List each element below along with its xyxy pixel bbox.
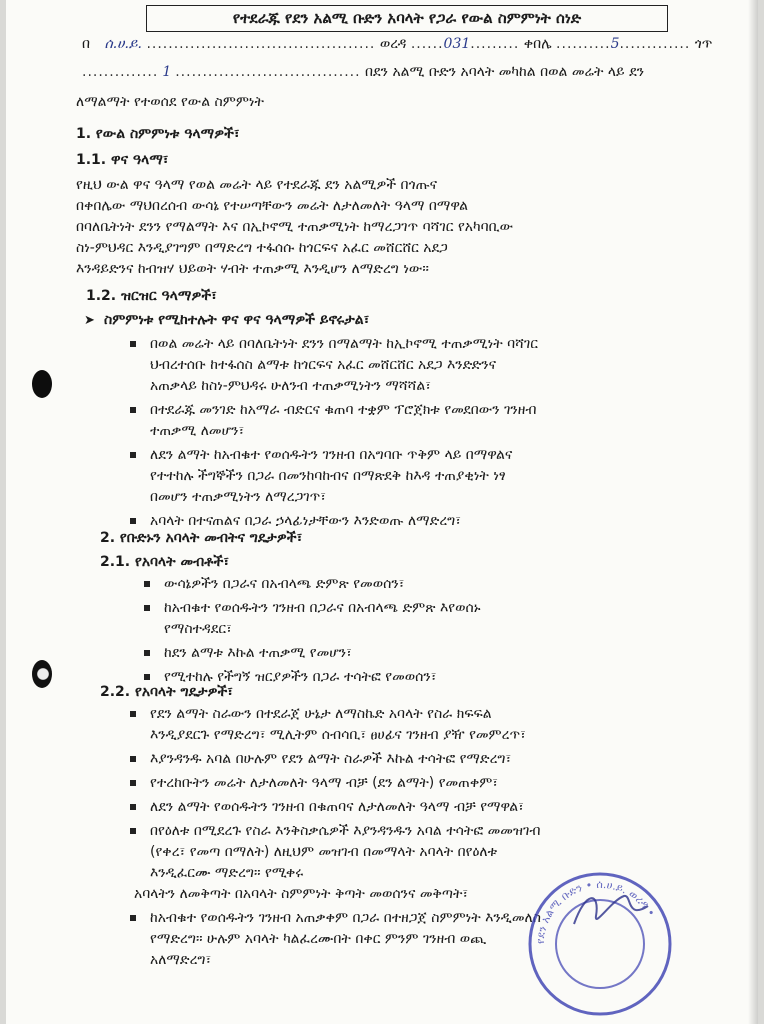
section-1-2-heading: 1.2. ዝርዝር ዓላማዎች፣	[86, 288, 217, 304]
punch-hole-top	[32, 370, 52, 398]
list-item	[130, 334, 690, 355]
list-line: የተተከሉ ችግኞችን በጋራ በመንከባከብና በማጽደቅ ከእዳ ተጠያቂነት ነፃ	[150, 468, 506, 484]
body-line: እንዳይድንና ከብዝሃ ህይወት ሃብት ተጠቃሚ እንዲሆን ለማድረግ ነው።	[76, 261, 429, 277]
handwritten-kebele: 5	[610, 36, 620, 52]
list-line: አጠቃላይ ከስነ-ምህዳሩ ሁለንብ ተጠቃሚነትን ማሻሻል፣	[150, 378, 431, 394]
square-bullet-icon	[144, 674, 150, 680]
square-bullet-icon	[130, 518, 136, 524]
list-line: ከአብቁተ የወሰዱትን ገንዘብ አጠቃቀም በጋራ በተዘጋጀ ስምምነት እንዲመለስ	[150, 910, 541, 926]
list-item	[130, 511, 690, 532]
list-line: የደን ልማት ስራውን በተደራጀ ሁኔታ ለማስኬድ አባላት የስራ ክፍፍል	[150, 706, 492, 722]
handwritten-count: 1	[162, 64, 172, 80]
list-item	[130, 773, 690, 794]
section-1-2-list	[130, 334, 690, 532]
list-item	[130, 749, 690, 770]
dotted-fill: .........	[470, 36, 520, 52]
section-2-1-list	[144, 574, 684, 688]
got-label: ጎጥ	[694, 36, 713, 52]
square-bullet-icon	[130, 756, 136, 762]
dotted-fill: ......	[410, 36, 444, 52]
list-item	[130, 821, 690, 842]
section-1-2-intro	[84, 312, 369, 328]
list-line: የሚተከሉ የችግኝ ዝርያዎችን በጋራ ተሳትፎ የመወሰን፣	[164, 669, 437, 685]
stamp-text: የደን አልሚ ቡድን • ሰ.ሀ.ይ. ወረዳ •	[533, 877, 658, 945]
square-bullet-icon	[130, 804, 136, 810]
list-line: በየዕለቱ በሚደረጉ የስራ እንቅስቃሴዎች እያንዳንዱን አባል ተሳትፎ መመዝገብ	[150, 823, 541, 839]
section-2-1-heading: 2.1. የአባላት መብቶች፣	[100, 554, 230, 570]
woreda-label: ወረዳ	[379, 36, 407, 52]
square-bullet-icon	[144, 605, 150, 611]
square-bullet-icon	[130, 452, 136, 458]
body-line: በባለቤትነት ደንን የማልማት እና በኢኮኖሚ ተጠቃሚነት ከማረጋገጥ ባሻገር የአካባቢው	[76, 219, 514, 235]
section-1-1-heading: 1.1. ዋና ዓላማ፣	[76, 152, 169, 168]
square-bullet-icon	[144, 650, 150, 656]
dotted-fill: ..........................................	[146, 36, 376, 52]
list-line: የተረከቡትን መሬት ለታለመለት ዓላማ ብቻ (ደን ልማት) የመጠቀም፣	[150, 775, 499, 791]
signature-mark	[566, 880, 656, 940]
list-line: አባላት በተናጠልና በጋራ ኃላፊነታቸውን እንድወጡ ለማድረግ፣	[150, 513, 462, 529]
square-bullet-icon	[130, 341, 136, 347]
list-line: እንዲፈርሙ ማድረግ። የሚቀሩ	[150, 865, 304, 881]
list-line: እያንዳንዱ አባል በሁሉም የደን ልማት ስራዎች እኩል ተሳትፎ የማድረግ፣	[150, 751, 512, 767]
list-item	[144, 598, 684, 619]
section-2-2-heading: 2.2. የአባላት ግዴታዎች፣	[100, 684, 234, 700]
header-line-2	[82, 64, 644, 80]
section-1-heading: 1. የውል ስምምነቱ ዓላማዎች፣	[76, 126, 240, 142]
square-bullet-icon	[144, 581, 150, 587]
list-item	[130, 445, 690, 466]
dotted-fill: ..............	[82, 64, 159, 80]
section-1-1-body	[76, 175, 688, 280]
page-edge-shadow	[748, 0, 758, 1024]
list-line: አለማድረግ፣	[150, 952, 212, 968]
list-item	[130, 704, 690, 725]
list-item	[130, 797, 690, 818]
list-line: ህብረተሰቡ ከተፋሰስ ልማቱ ከጎርፍና አፈር መሸርሸር አደጋ እንድድንና	[150, 357, 497, 373]
square-bullet-icon	[130, 828, 136, 834]
list-item	[144, 643, 684, 664]
square-bullet-icon	[130, 780, 136, 786]
list-line: (የቀረ፣ የመጣ በማለት) ለዚህም መዝገብ በመማላት አባላት በየዕለቱ	[150, 844, 498, 860]
list-line: በተደራጁ መንገድ ከአማራ ብድርና ቁጠባ ተቋም ፕሮጀክቱ የመደበውን ገንዘብ	[150, 402, 537, 418]
document-title: የተደራጁ የደን አልሚ ቡድን አባላት የጋራ የውል ስምምነት ሰነድ	[146, 5, 668, 32]
list-line: ተጠቃሚ ለመሆን፣	[150, 423, 245, 439]
list-line: በወል መሬት ላይ በባለቤትነት ደንን በማልማት ከኢኮኖሚ ተጠቃሚነት ባሻገር	[150, 336, 538, 352]
list-line: ከደን ልማቱ እኩል ተጠቃሚ የመሆን፣	[164, 645, 352, 661]
list-item	[144, 574, 684, 595]
intro-text: ስምምነቱ የሚከተሉት ዋና ዋና ዓላማዎች ይኖሩታል፣	[104, 312, 370, 328]
list-line: የማድረግ። ሁሉም አባላት ካልፈረሙበት በቀር ምንም ገንዘብ ወጪ	[150, 931, 486, 947]
arrow-bullet-icon: ➤	[84, 312, 95, 328]
handwritten-place: ሰ.ሀ.ይ.	[104, 36, 142, 52]
header-prefix: በ	[82, 36, 91, 52]
handwritten-woreda: 031	[443, 36, 471, 52]
punch-hole-bottom	[32, 660, 52, 688]
header-line-1	[82, 36, 712, 52]
list-line: ውሳኔዎችን በጋራና በአብላጫ ድምጽ የመወሰን፣	[164, 576, 405, 592]
list-line: በመሆን ተጠቃሚነትን ለማረጋገጥ፣	[150, 489, 327, 505]
list-line: ለደን ልማት የወሰዱትን ገንዘብ በቁጠባና ለታለመለት ዓላማ ብቻ የማዋል፣	[150, 799, 524, 815]
list-line: ከአብቁተ የወሰዱትን ገንዘብ በጋራና በአብላጫ ድምጽ እየወሰኑ	[164, 600, 481, 616]
list-item	[130, 400, 690, 421]
body-line: የዚህ ውል ዋና ዓላማ የወል መሬት ላይ የተደራጁ ደን አልሚዎች በጎጡና	[76, 177, 438, 193]
header-line-2-text: በደን አልሚ ቡድን አባላት መካከል በወል መሬት ላይ ደን	[365, 64, 645, 80]
list-line: የማስተዳደር፣	[164, 621, 232, 637]
square-bullet-icon	[130, 407, 136, 413]
document-page	[6, 0, 758, 1024]
body-line: በቀበሌው ማህበረሰብ ውሳኔ የተሠጣቸውን መሬት ለታለመለት ዓላማ በማዋል	[76, 198, 468, 214]
kebele-label: ቀበሌ	[523, 36, 552, 52]
dotted-fill: ..................................	[175, 64, 361, 80]
square-bullet-icon	[130, 915, 136, 921]
dotted-fill: ..........	[556, 36, 611, 52]
list-line: አባላትን ለመቅጣት በአባላት ስምምነት ቅጣት መወሰንና መቅጣት፣	[134, 886, 469, 902]
header-line-3: ለማልማት የተወሰደ የውል ስምምነት	[76, 94, 264, 110]
body-line: ስነ-ምህዳር እንዲያገግም በማድረግ ተፋሰሱ ከጎርፍና አፈር መሸርሸር አደጋ	[76, 240, 448, 256]
list-line: ለደን ልማት ከአብቁተ የወሰዱትን ገንዘብ በአግባቡ ጥቅም ላይ በማዋልና	[150, 447, 513, 463]
square-bullet-icon	[130, 711, 136, 717]
list-line: እንዲያደርጉ የማድረግ፣ ሚሊትም ሰብሳቢ፣ ፀሀፊና ገንዘብ ያዥ የመምረጥ፣	[150, 727, 526, 743]
section-2-heading: 2. የቡድኑን አባላት መብትና ግዴታዎች፣	[100, 530, 303, 546]
dotted-fill: .............	[619, 36, 691, 52]
